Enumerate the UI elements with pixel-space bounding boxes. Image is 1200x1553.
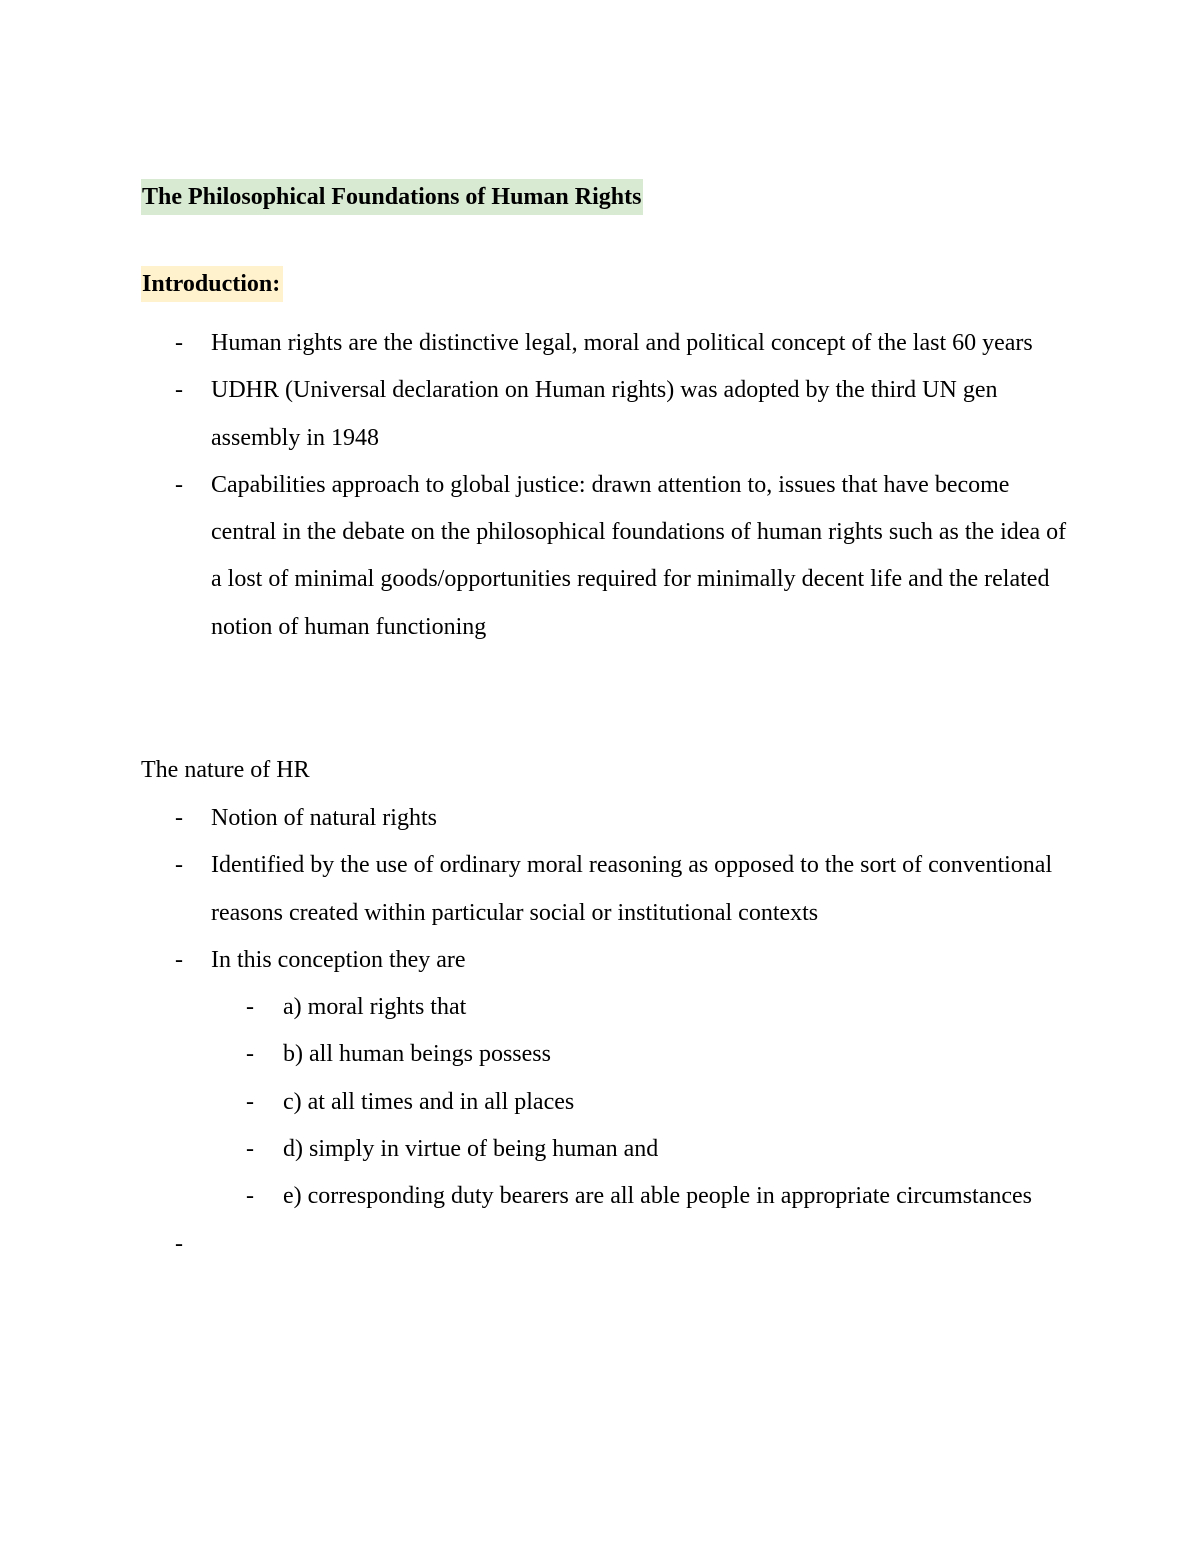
introduction-list — [141, 320, 1071, 651]
sublist-item-text: d) simply in virtue of being human and — [283, 1136, 659, 1163]
list-item — [141, 462, 1071, 651]
introduction-heading: Introduction: — [141, 266, 283, 302]
sublist-item-text: b) all human beings possess — [283, 1041, 551, 1068]
list-item-text: Notion of natural rights — [211, 805, 437, 831]
nature-list — [141, 795, 1071, 1268]
list-item-text: Human rights are the distinctive legal, moral and political concept of the last 60 years — [211, 330, 1033, 356]
list-item-text: Identified by the use of ordinary moral reasoning as opposed to the sort of conventional reasons created within particular social or institutional contexts — [211, 852, 1053, 926]
bullet-dash: - — [175, 471, 183, 498]
nature-heading: The nature of HR — [141, 757, 310, 783]
conception-sublist — [211, 984, 1071, 1220]
list-item — [141, 842, 1071, 937]
bullet-dash: - — [246, 994, 254, 1021]
sublist-item — [141, 1126, 1071, 1173]
sublist-item — [141, 1079, 1071, 1126]
list-item — [141, 320, 1071, 367]
sublist-item-text: a) moral rights that — [283, 994, 467, 1021]
bullet-dash: - — [175, 852, 183, 879]
bullet-dash: - — [246, 1183, 254, 1210]
sublist-item — [141, 984, 1071, 1031]
list-item-text: In this conception they are — [211, 946, 466, 973]
list-item — [141, 937, 1071, 1221]
bullet-dash: - — [175, 946, 183, 973]
bullet-dash: - — [246, 1136, 254, 1163]
bullet-dash: - — [246, 1041, 254, 1068]
sublist-item — [141, 1173, 1071, 1220]
bullet-dash: - — [175, 377, 183, 404]
bullet-dash: - — [175, 1230, 183, 1257]
list-item-text: UDHR (Universal declaration on Human rights) was adopted by the third UN gen assembly in 1948 — [211, 377, 998, 451]
bullet-dash: - — [175, 330, 183, 356]
document-title: The Philosophical Foundations of Human Rights — [141, 179, 643, 215]
bullet-dash: - — [246, 1088, 254, 1115]
sublist-item — [141, 1031, 1071, 1078]
list-item-text: Capabilities approach to global justice: drawn attention to, issues that have become central in the debate on the philosophical foundations of human rights such as the idea of a lost of minimal goods/opportunities required for minimally decent life and the related notion of human functioning — [211, 471, 1067, 640]
sublist-item-text: e) corresponding duty bearers are all able people in appropriate circumstances — [283, 1183, 1033, 1210]
list-item — [141, 367, 1071, 462]
list-item — [141, 795, 1071, 842]
sublist-item-text: c) at all times and in all places — [283, 1088, 575, 1115]
bullet-dash: - — [175, 805, 183, 831]
empty-list-item — [141, 1221, 1071, 1268]
